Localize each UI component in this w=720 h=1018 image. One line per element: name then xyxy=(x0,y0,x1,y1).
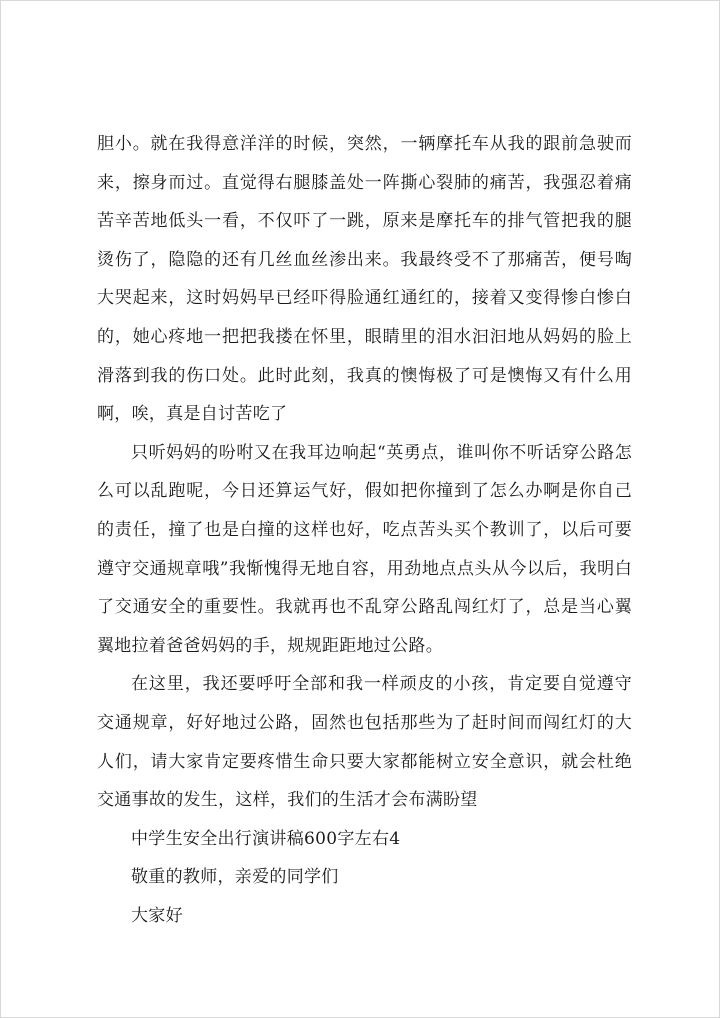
paragraph-accident: 胆小。就在我得意洋洋的时候，突然，一辆摩托车从我的跟前急驶而来，擦身而过。直觉得右腿膝盖处一阵撕心裂肺的痛苦，我强忍着痛苦辛苦地低头一看，不仅吓了一跳，原来是摩托车的排气管把我的腿烫伤了，隐隐的还有几丝血丝渗出来。我最终受不了那痛苦，便号啕大哭起来，这时妈妈早已经吓得脸通红通红的，接着又变得惨白惨白的，她心疼地一把把我搂在怀里，眼睛里的泪水汩汩地从妈妈的脸上滑落到我的伤口处。此时此刻，我真的懊悔极了可是懊悔又有什么用啊，唉，真是自讨苦吃了 xyxy=(97,134,632,425)
paragraph-mother-warning: 只听妈妈的吩咐又在我耳边响起“英勇点，谁叫你不听话穿公路怎么可以乱跑呢，今日还算运气好，假如把你撞到了怎么办啊是你自己的责任，撞了也是白撞的这样也好，吃点苦头买个教训了，以后可要遵守交通规章哦”我惭愧得无地自容，用劲地点点头从今以后，我明白了交通安全的重要性。我就再也不乱穿公路乱闯红灯了，总是当心翼翼地拉着爸爸妈妈的手，规规距距地过公路。 xyxy=(97,442,632,656)
section-heading: 中学生安全出行演讲稿600字左右4 xyxy=(131,828,401,849)
paragraph-appeal: 在这里，我还要呼吁全部和我一样顽皮的小孩，肯定要自觉遵守交通规章，好好地过公路，固然也包括那些为了赶时间而闯红灯的大人们，请大家肯定要疼惜生命只要大家都能树立安全意识，就会杜绝交通事故的发生，这样，我们的生活才会布满盼望 xyxy=(97,674,632,811)
salutation: 敬重的教师，亲爱的同学们 xyxy=(131,867,339,888)
greeting: 大家好 xyxy=(131,905,183,926)
document-body xyxy=(97,125,632,935)
